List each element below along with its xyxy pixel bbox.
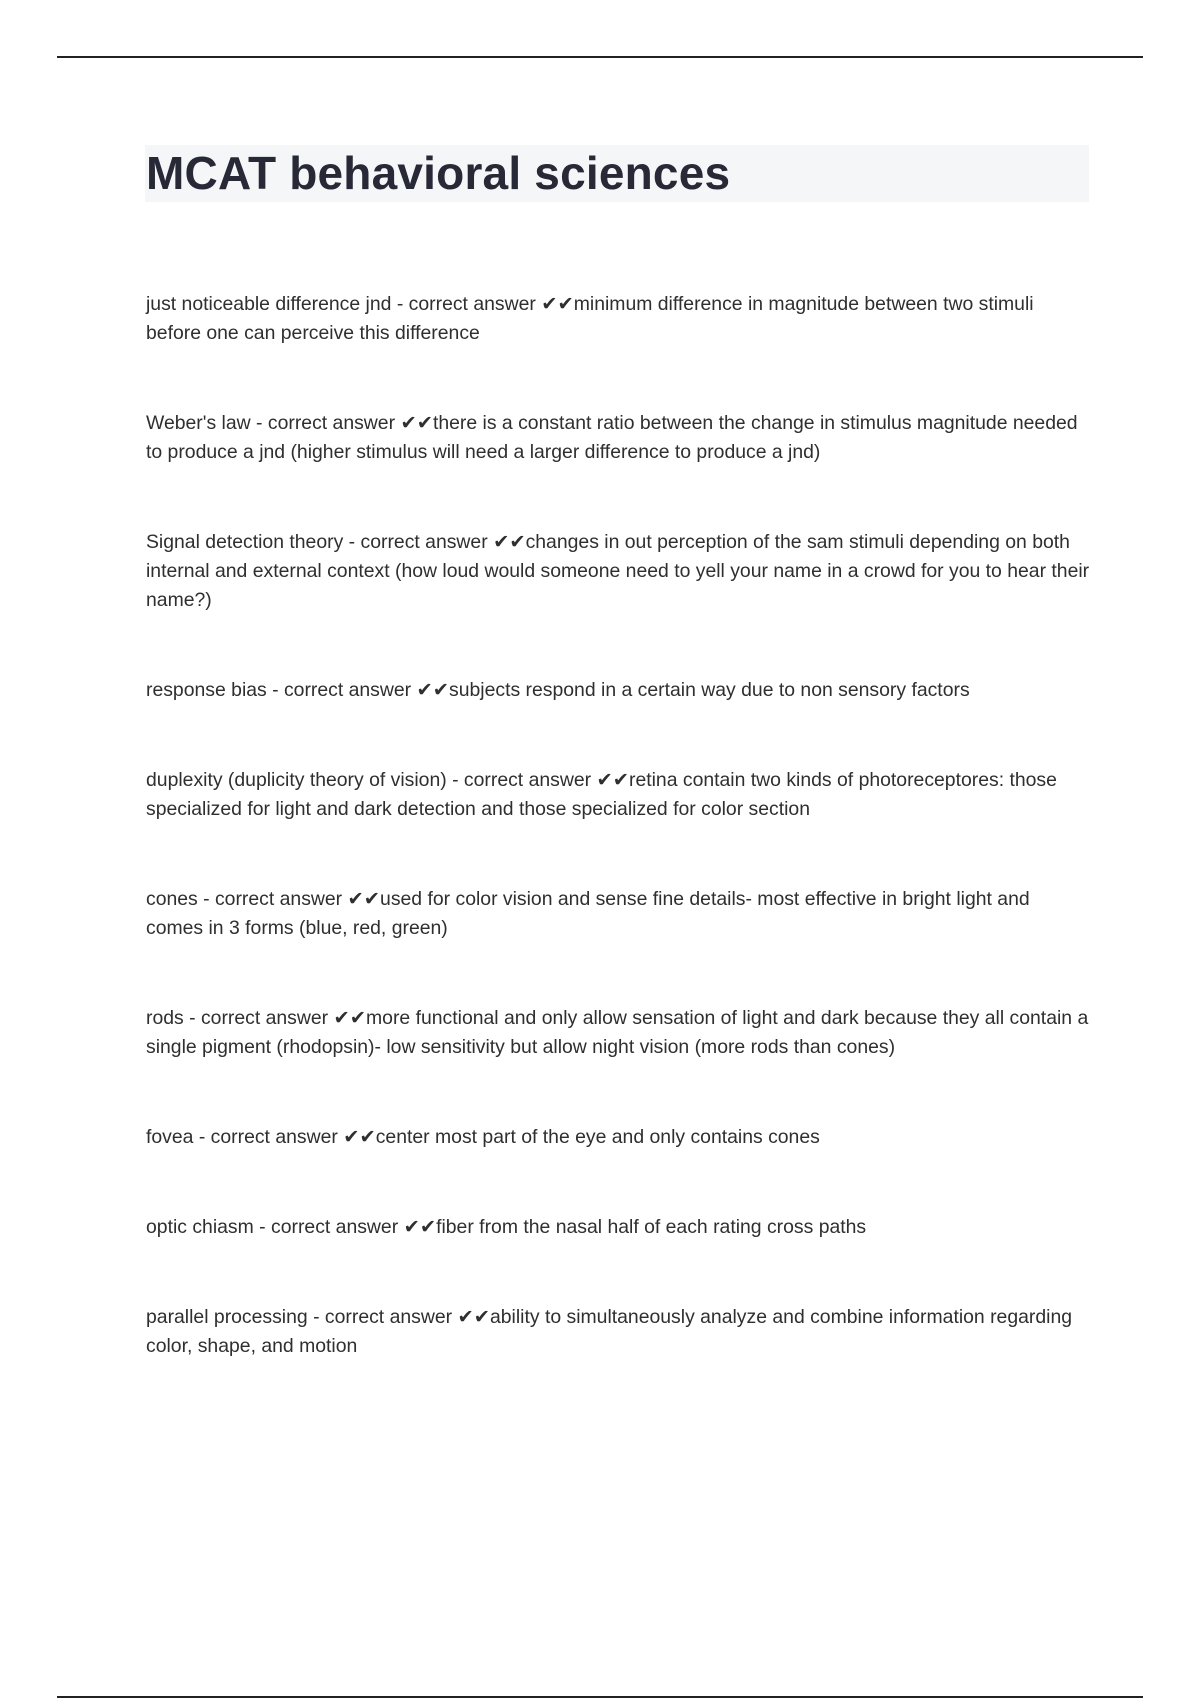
entry-term: rods — [146, 1007, 184, 1029]
flashcard-entry — [146, 528, 1091, 615]
check-marks-icon: ✔✔ — [457, 1306, 490, 1328]
check-marks-icon: ✔✔ — [403, 1216, 437, 1238]
flashcard-entry — [146, 885, 1091, 943]
flashcard-entry — [146, 766, 1091, 824]
answer-label: correct answer — [324, 1306, 453, 1328]
flashcard-entry — [146, 290, 1091, 348]
check-marks-icon: ✔✔ — [343, 1126, 376, 1148]
flashcard-entry — [146, 1303, 1091, 1361]
flashcard-list — [146, 290, 1091, 1361]
entry-term: cones — [146, 888, 198, 910]
check-marks-icon: ✔✔ — [416, 679, 450, 701]
entry-term: fovea — [146, 1126, 194, 1148]
answer-label: correct answer — [283, 679, 412, 701]
check-marks-icon: ✔✔ — [541, 293, 574, 315]
entry-term: optic chiasm — [146, 1216, 254, 1238]
entry-term: just noticeable difference jnd — [146, 293, 392, 315]
entry-definition: subjects respond in a certain way due to non sensory factors — [449, 679, 970, 701]
check-marks-icon: ✔✔ — [493, 531, 526, 553]
entry-definition: more functional and only allow sensation of light and dark because they all contain a single pigment (rhodopsin)- low sensitivity but allow night vision (more rods than cones) — [146, 1007, 1089, 1058]
answer-label: correct answer — [200, 1007, 329, 1029]
entry-term: parallel processing — [146, 1306, 308, 1328]
answer-label: correct answer — [214, 888, 343, 910]
answer-label: correct answer — [360, 531, 488, 553]
flashcard-entry — [146, 1213, 1091, 1242]
top-divider — [57, 56, 1143, 58]
entry-term: response bias — [146, 679, 267, 701]
answer-label: correct answer — [271, 1216, 399, 1238]
flashcard-entry — [146, 1123, 1091, 1152]
entry-definition: retina contain two kinds of photoreceptores: those specialized for light and dark detection and those specialized for color section — [146, 769, 1057, 820]
entry-definition: minimum difference in magnitude between two stimuli before one can perceive this difference — [146, 293, 1034, 344]
entry-term: Signal detection theory — [146, 531, 344, 553]
answer-label: correct answer — [463, 769, 592, 791]
entry-definition: there is a constant ratio between the change in stimulus magnitude needed to produce a jnd (higher stimulus will need a larger difference to produce a jnd) — [146, 412, 1078, 463]
answer-label: correct answer — [267, 412, 396, 434]
page-title: MCAT behavioral sciences — [146, 147, 731, 199]
entry-definition: fiber from the nasal half of each rating cross paths — [436, 1216, 867, 1238]
check-marks-icon: ✔✔ — [347, 888, 381, 910]
answer-label: correct answer — [408, 293, 536, 315]
entry-term: Weber's law — [146, 412, 251, 434]
flashcard-entry — [146, 1004, 1091, 1062]
entry-definition: used for color vision and sense fine details- most effective in bright light and comes in 3 forms (blue, red, green) — [146, 888, 1030, 939]
flashcard-entry — [146, 676, 1091, 705]
check-marks-icon: ✔✔ — [333, 1007, 367, 1029]
entry-definition: changes in out perception of the sam stimuli depending on both internal and external context (how loud would someone need to yell your name in a crowd for you to hear their name?) — [146, 531, 1090, 611]
flashcard-entry — [146, 409, 1091, 467]
bottom-divider — [57, 1696, 1143, 1698]
check-marks-icon: ✔✔ — [596, 769, 629, 791]
entry-term: duplexity (duplicity theory of vision) — [146, 769, 447, 791]
entry-definition: ability to simultaneously analyze and combine information regarding color, shape, and motion — [146, 1306, 1073, 1357]
answer-label: correct answer — [210, 1126, 338, 1148]
entry-definition: center most part of the eye and only contains cones — [375, 1126, 820, 1148]
check-marks-icon: ✔✔ — [400, 412, 433, 434]
